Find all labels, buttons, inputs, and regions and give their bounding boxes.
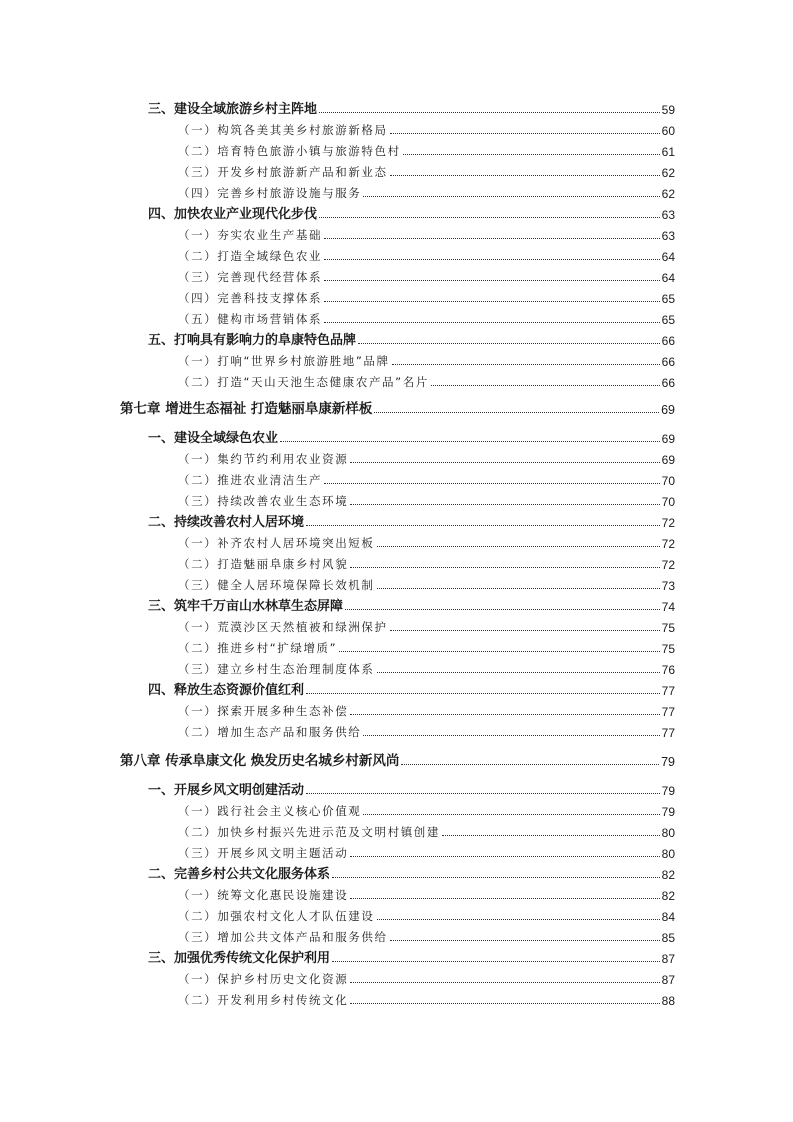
toc-page-number: 75 <box>661 642 675 656</box>
toc-entry-label: （三）健全人居环境保障长效机制 <box>178 578 375 592</box>
dot-leader <box>306 793 660 794</box>
toc-page-number: 65 <box>661 313 675 327</box>
toc-page-number: 69 <box>661 453 675 467</box>
toc-page-number: 79 <box>661 755 675 769</box>
toc-entry-label: 二、持续改善农村人居环境 <box>148 515 305 530</box>
toc-page-number: 62 <box>661 187 675 201</box>
toc-subsection-entry[interactable] <box>178 531 675 551</box>
toc-page-number: 62 <box>661 166 675 180</box>
toc-entry-label: （三）开发乡村旅游新产品和新业态 <box>178 165 388 179</box>
toc-page-number: 80 <box>661 826 675 840</box>
toc-section-entry[interactable] <box>148 862 675 882</box>
dot-leader <box>363 814 659 815</box>
toc-entry-label: 三、筑牢千万亩山水林草生态屏障 <box>148 599 344 614</box>
dot-leader <box>377 919 660 920</box>
toc-page-number: 82 <box>661 868 675 882</box>
toc-page-number: 60 <box>661 124 675 138</box>
dot-leader <box>280 441 660 442</box>
dot-leader <box>350 898 659 899</box>
toc-subsection-entry[interactable] <box>178 160 675 180</box>
toc-subsection-entry[interactable] <box>178 468 675 488</box>
toc-entry-label: （二）打造魅丽阜康乡村风貌 <box>178 557 349 571</box>
toc-entry-label: （二）加快乡村振兴先进示范及文明村镇创建 <box>178 825 440 839</box>
toc-subsection-entry[interactable] <box>178 286 675 306</box>
dot-leader <box>350 504 659 505</box>
toc-entry-label: （三）建立乡村生态治理制度体系 <box>178 662 375 676</box>
toc-subsection-entry[interactable] <box>178 799 675 819</box>
toc-page-number: 79 <box>661 805 675 819</box>
toc-entry-label: （三）增加公共文体产品和服务供给 <box>178 930 388 944</box>
dot-leader <box>350 856 659 857</box>
toc-section-entry[interactable] <box>148 778 675 798</box>
dot-leader <box>350 714 659 715</box>
toc-page-number: 74 <box>661 600 675 614</box>
toc-entry-label: （一）探索开展多种生态补偿 <box>178 704 349 718</box>
toc-subsection-entry[interactable] <box>178 447 675 467</box>
toc-entry-label: （三）持续改善农业生态环境 <box>178 494 349 508</box>
toc-page-number: 77 <box>661 684 675 698</box>
toc-page-number: 75 <box>661 621 675 635</box>
dot-leader <box>324 322 660 323</box>
toc-page-number: 66 <box>661 334 675 348</box>
toc-section-entry[interactable] <box>148 426 675 446</box>
toc-chapter-entry[interactable] <box>120 397 675 417</box>
toc-page-number: 66 <box>661 355 675 369</box>
toc-page-number: 70 <box>661 474 675 488</box>
toc-subsection-entry[interactable] <box>178 925 675 945</box>
toc-subsection-entry[interactable] <box>178 720 675 740</box>
toc-subsection-entry[interactable] <box>178 118 675 138</box>
toc-page-number: 65 <box>661 292 675 306</box>
toc-entry-label: （一）夯实农业生产基础 <box>178 228 323 242</box>
toc-subsection-entry[interactable] <box>178 181 675 201</box>
toc-subsection-entry[interactable] <box>178 370 675 390</box>
dot-leader <box>350 567 659 568</box>
toc-subsection-entry[interactable] <box>178 820 675 840</box>
toc-page-number: 77 <box>661 726 675 740</box>
toc-subsection-entry[interactable] <box>178 699 675 719</box>
toc-subsection-entry[interactable] <box>178 489 675 509</box>
dot-leader <box>345 609 660 610</box>
dot-leader <box>363 735 659 736</box>
toc-page-number: 66 <box>661 376 675 390</box>
dot-leader <box>442 835 660 836</box>
toc-page-number: 64 <box>661 250 675 264</box>
dot-leader <box>390 175 660 176</box>
toc-page-number: 72 <box>661 516 675 530</box>
toc-entry-label: 二、完善乡村公共文化服务体系 <box>148 867 331 882</box>
toc-entry-label: （二）加强农村文化人才队伍建设 <box>178 909 375 923</box>
toc-page-number: 63 <box>661 208 675 222</box>
toc-entry-label: （二）打造全域绿色农业 <box>178 249 323 263</box>
toc-page-number: 61 <box>661 145 675 159</box>
toc-entry-label: （二）增加生态产品和服务供给 <box>178 725 362 739</box>
dot-leader <box>350 462 659 463</box>
dot-leader <box>350 982 659 983</box>
toc-subsection-entry[interactable] <box>178 636 675 656</box>
toc-page-number: 72 <box>661 537 675 551</box>
toc-page-number: 64 <box>661 271 675 285</box>
toc-section-entry[interactable] <box>148 97 675 117</box>
toc-subsection-entry[interactable] <box>178 967 675 987</box>
toc-page-number: 77 <box>661 705 675 719</box>
toc-section-entry[interactable] <box>148 594 675 614</box>
toc-section-entry[interactable] <box>148 946 675 966</box>
toc-subsection-entry[interactable] <box>178 307 675 327</box>
dot-leader <box>358 343 660 344</box>
toc-subsection-entry[interactable] <box>178 244 675 264</box>
toc-section-entry[interactable] <box>148 678 675 698</box>
toc-entry-label: （二）打造“天山天池生态健康农产品”名片 <box>178 375 429 389</box>
dot-leader <box>403 154 660 155</box>
toc-page-number: 76 <box>661 663 675 677</box>
toc-entry-label: 一、建设全域绿色农业 <box>148 431 279 446</box>
toc-subsection-entry[interactable] <box>178 265 675 285</box>
toc-section-entry[interactable] <box>148 510 675 530</box>
toc-page-number: 80 <box>661 847 675 861</box>
toc-subsection-entry[interactable] <box>178 349 675 369</box>
dot-leader <box>324 301 660 302</box>
toc-subsection-entry[interactable] <box>178 988 675 1008</box>
toc-entry-label: （二）推进农业清洁生产 <box>178 473 323 487</box>
toc-page-number: 87 <box>661 952 675 966</box>
toc-entry-label: （二）开发利用乡村传统文化 <box>178 993 349 1007</box>
dot-leader <box>363 196 659 197</box>
toc-entry-label: （四）完善科技支撑体系 <box>178 291 323 305</box>
toc-entry-label: （三）开展乡风文明主题活动 <box>178 846 349 860</box>
dot-leader <box>324 259 660 260</box>
toc-section-entry[interactable] <box>148 328 675 348</box>
toc-page-number: 72 <box>661 558 675 572</box>
toc-entry-label: 四、释放生态资源价值红利 <box>148 683 305 698</box>
toc-page-number: 85 <box>661 931 675 945</box>
dot-leader <box>332 877 660 878</box>
toc-entry-label: （一）统筹文化惠民设施建设 <box>178 888 349 902</box>
toc-entry-label: 三、建设全域旅游乡村主阵地 <box>148 102 318 117</box>
toc-entry-label: 三、加强优秀传统文化保护利用 <box>148 951 331 966</box>
toc-subsection-entry[interactable] <box>178 223 675 243</box>
toc-section-entry[interactable] <box>148 202 675 222</box>
toc-entry-label: （五）健构市场营销体系 <box>178 312 323 326</box>
toc-subsection-entry[interactable] <box>178 904 675 924</box>
toc-entry-label: （二）推进乡村“扩绿增质” <box>178 641 338 655</box>
toc-entry-label: 四、加快农业产业现代化步伐 <box>148 207 318 222</box>
toc-entry-label: （一）打响“世界乡村旅游胜地”品牌 <box>178 354 390 368</box>
toc-page-number: 69 <box>661 432 675 446</box>
dot-leader <box>319 112 660 113</box>
dot-leader <box>392 364 660 365</box>
dot-leader <box>324 483 660 484</box>
dot-leader <box>431 385 660 386</box>
toc-entry-label: （二）培育特色旅游小镇与旅游特色村 <box>178 144 401 158</box>
toc-entry-label: （一）补齐农村人居环境突出短板 <box>178 536 375 550</box>
toc-subsection-entry[interactable] <box>178 841 675 861</box>
dot-leader <box>401 764 659 765</box>
toc-page-number: 88 <box>661 994 675 1008</box>
toc-page-number: 87 <box>661 973 675 987</box>
dot-leader <box>339 651 659 652</box>
toc-subsection-entry[interactable] <box>178 657 675 677</box>
toc-entry-label: 五、打响具有影响力的阜康特色品牌 <box>148 333 357 348</box>
dot-leader <box>350 1003 659 1004</box>
dot-leader <box>332 961 660 962</box>
dot-leader <box>390 940 660 941</box>
toc-page-number: 59 <box>661 103 675 117</box>
toc-subsection-entry[interactable] <box>178 883 675 903</box>
toc-page-number: 70 <box>661 495 675 509</box>
toc-page-number: 63 <box>661 229 675 243</box>
toc-entry-label: （一）构筑各美其美乡村旅游新格局 <box>178 123 388 137</box>
dot-leader <box>324 280 660 281</box>
toc-page-number: 84 <box>661 910 675 924</box>
toc-page-number: 73 <box>661 579 675 593</box>
toc-subsection-entry[interactable] <box>178 615 675 635</box>
toc-subsection-entry[interactable] <box>178 573 675 593</box>
dot-leader <box>377 672 660 673</box>
toc-page-number: 69 <box>661 403 675 417</box>
dot-leader <box>324 238 660 239</box>
toc-entry-label: 一、开展乡风文明创建活动 <box>148 783 305 798</box>
dot-leader <box>306 525 660 526</box>
dot-leader <box>390 630 660 631</box>
dot-leader <box>390 133 660 134</box>
dot-leader <box>377 546 660 547</box>
toc-subsection-entry[interactable] <box>178 552 675 572</box>
dot-leader <box>374 412 659 413</box>
toc-subsection-entry[interactable] <box>178 139 675 159</box>
toc-entry-label: （一）践行社会主义核心价值观 <box>178 804 362 818</box>
toc-entry-label: （四）完善乡村旅游设施与服务 <box>178 186 362 200</box>
toc-page-number: 82 <box>661 889 675 903</box>
toc-chapter-entry[interactable] <box>120 749 675 769</box>
toc-entry-label: 第八章 传承阜康文化 焕发历史名城乡村新风尚 <box>120 753 400 769</box>
dot-leader <box>377 588 660 589</box>
toc-entry-label: （三）完善现代经营体系 <box>178 270 323 284</box>
toc-entry-label: （一）保护乡村历史文化资源 <box>178 972 349 986</box>
toc-entry-label: 第七章 增进生态福祉 打造魅丽阜康新样板 <box>120 401 373 417</box>
toc-page-number: 79 <box>661 784 675 798</box>
dot-leader <box>306 693 660 694</box>
toc-entry-label: （一）集约节约利用农业资源 <box>178 452 349 466</box>
toc-entry-label: （一）荒漠沙区天然植被和绿洲保护 <box>178 620 388 634</box>
dot-leader <box>319 217 660 218</box>
